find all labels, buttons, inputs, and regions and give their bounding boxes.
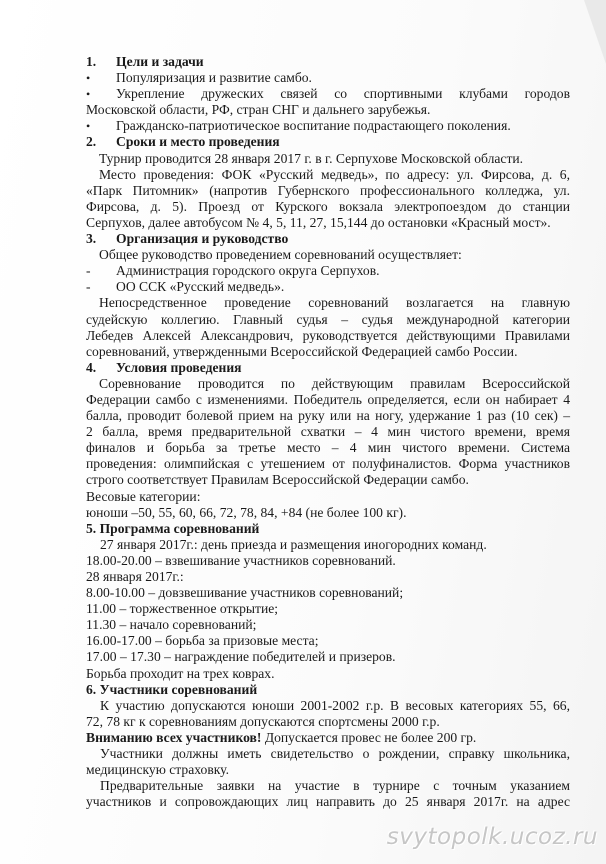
paragraph-line: Фирсова, д. 5). Проезд от Курского вокзала электропоездом до станции (86, 198, 570, 214)
bullet-icon (86, 70, 116, 86)
paragraph-line: строго соответствует Правилам Всероссийской Федерации самбо. (86, 472, 469, 488)
paragraph-line: финалов и борьба за третье место – 4 мин чистого времени. Система (86, 440, 570, 456)
paragraph-line: медицинскую страховку. (86, 762, 229, 778)
paragraph-line: К участию допускаются юноши 2001-2002 г.р. В весовых категориях 55, 66, (100, 697, 570, 713)
section-2-heading: 2. Сроки и место проведения (86, 134, 280, 150)
bullet-icon (86, 118, 116, 134)
bullet-icon (86, 86, 116, 102)
paragraph-line: Весовые категории: (86, 488, 201, 504)
schedule-line: 17.00 – 17.30 – награждение победителей и призеров. (86, 649, 396, 665)
schedule-line: 11.30 – начало соревнований; (86, 617, 257, 633)
paragraph-line: Место проведения: ФОК «Русский медведь», по адресу: ул. Фирсова, д. 6, (99, 166, 570, 182)
paragraph-line: Турнир проводится 28 января 2017 г. в г. Серпухове Московской области. (99, 150, 524, 166)
document-body (86, 54, 570, 810)
schedule-line: 27 января 2017г.: день приезда и размещения иногородних команд. (100, 536, 487, 552)
section-1-bullet-cont: Московской области, РФ, стран СНГ и дальнего зарубежья. (86, 102, 431, 118)
attention-line: Вниманию всех участников! Допускается провес не более 200 гр. (86, 729, 477, 745)
paragraph-line: Общее руководство проведением соревнований осуществляет: (99, 247, 462, 263)
paragraph-line: «Парк Питомник» (напротив Губернского профессионального колледжа, ул. (86, 182, 570, 198)
section-5-heading: 5. Программа соревнований (86, 520, 260, 536)
paragraph-line: Участники должны иметь свидетельство о рождении, справку школьника, (100, 746, 570, 762)
schedule-line: Борьба проходит на трех коврах. (86, 665, 275, 681)
weight-categories: юноши –50, 55, 60, 66, 72, 78, 84, +84 (не более 100 кг). (86, 504, 407, 520)
section-1-bullet: •Гражданско-патриотическое воспитание подрастающего поколения. (86, 118, 570, 134)
dash-item: - ОО ССК «Русский медведь». (86, 279, 285, 295)
schedule-line: 18.00-20.00 – взвешивание участников соревнований. (86, 552, 396, 568)
paragraph-line: Соревнование проводится по действующим правилам Всероссийской (99, 375, 570, 391)
dash-item: - Администрация городского округа Серпухов. (86, 263, 380, 279)
paragraph-line: 2 балла, время предварительной схватки – 4 мин чистого времени, время (86, 424, 570, 440)
paragraph-line: соревнований, утвержденными Всероссийской Федерацией самбо России. (86, 343, 518, 359)
section-6-heading: 6. Участники соревнований (86, 681, 258, 697)
schedule-line: 8.00-10.00 – довзвешивание участников соревнований; (86, 585, 404, 601)
site-watermark: svytopolk.ucoz.ru (386, 824, 598, 850)
section-1-bullet: •Популяризация и развитие самбо. (86, 70, 570, 86)
paragraph-line: Лебедев Алексей Александрович, руководствуется действующими Правилами (86, 327, 570, 343)
section-1-bullet: •Укрепление дружеских связей со спортивными клубами городов (86, 86, 570, 102)
paragraph-line: судейскую коллегию. Главный судья – судья международной категории (86, 311, 570, 327)
paragraph-line: 72, 78 кг к соревнованиям допускаются спортсмены 2000 г.р. (86, 713, 440, 729)
paragraph-line: Предварительные заявки на участие в турнире с точным указанием (100, 778, 570, 794)
paragraph-line: проведения: олимпийская с утешением от полуфиналистов. Форма участников (86, 456, 570, 472)
schedule-line: 11.00 – торжественное открытие; (86, 601, 279, 617)
paragraph-line: Непосредственное проведение соревнований возлагается на главную (99, 295, 570, 311)
paragraph-line: участников и сопровождающих лиц направить до 25 января 2017г. на адрес (86, 794, 570, 810)
schedule-line: 16.00-17.00 – борьба за призовые места; (86, 633, 319, 649)
section-1-heading: 1. Цели и задачи (86, 54, 204, 69)
paragraph-line: балла, проводит болевой прием на руку или на ногу, удержание 1 раз (10 сек) – (86, 408, 570, 424)
paragraph-line: Федерации самбо с изменениями. Победитель определяется, если он набирает 4 (86, 391, 570, 407)
page-fold-corner (584, 0, 606, 64)
section-3-heading: 3. Организация и руководство (86, 231, 289, 247)
schedule-line: 28 января 2017г.: (86, 569, 184, 584)
paragraph-line: Серпухов, далее автобусом № 4, 5, 11, 27, 15,144 до остановки «Красный мост». (86, 214, 551, 230)
section-4-heading: 4. Условия проведения (86, 359, 242, 375)
